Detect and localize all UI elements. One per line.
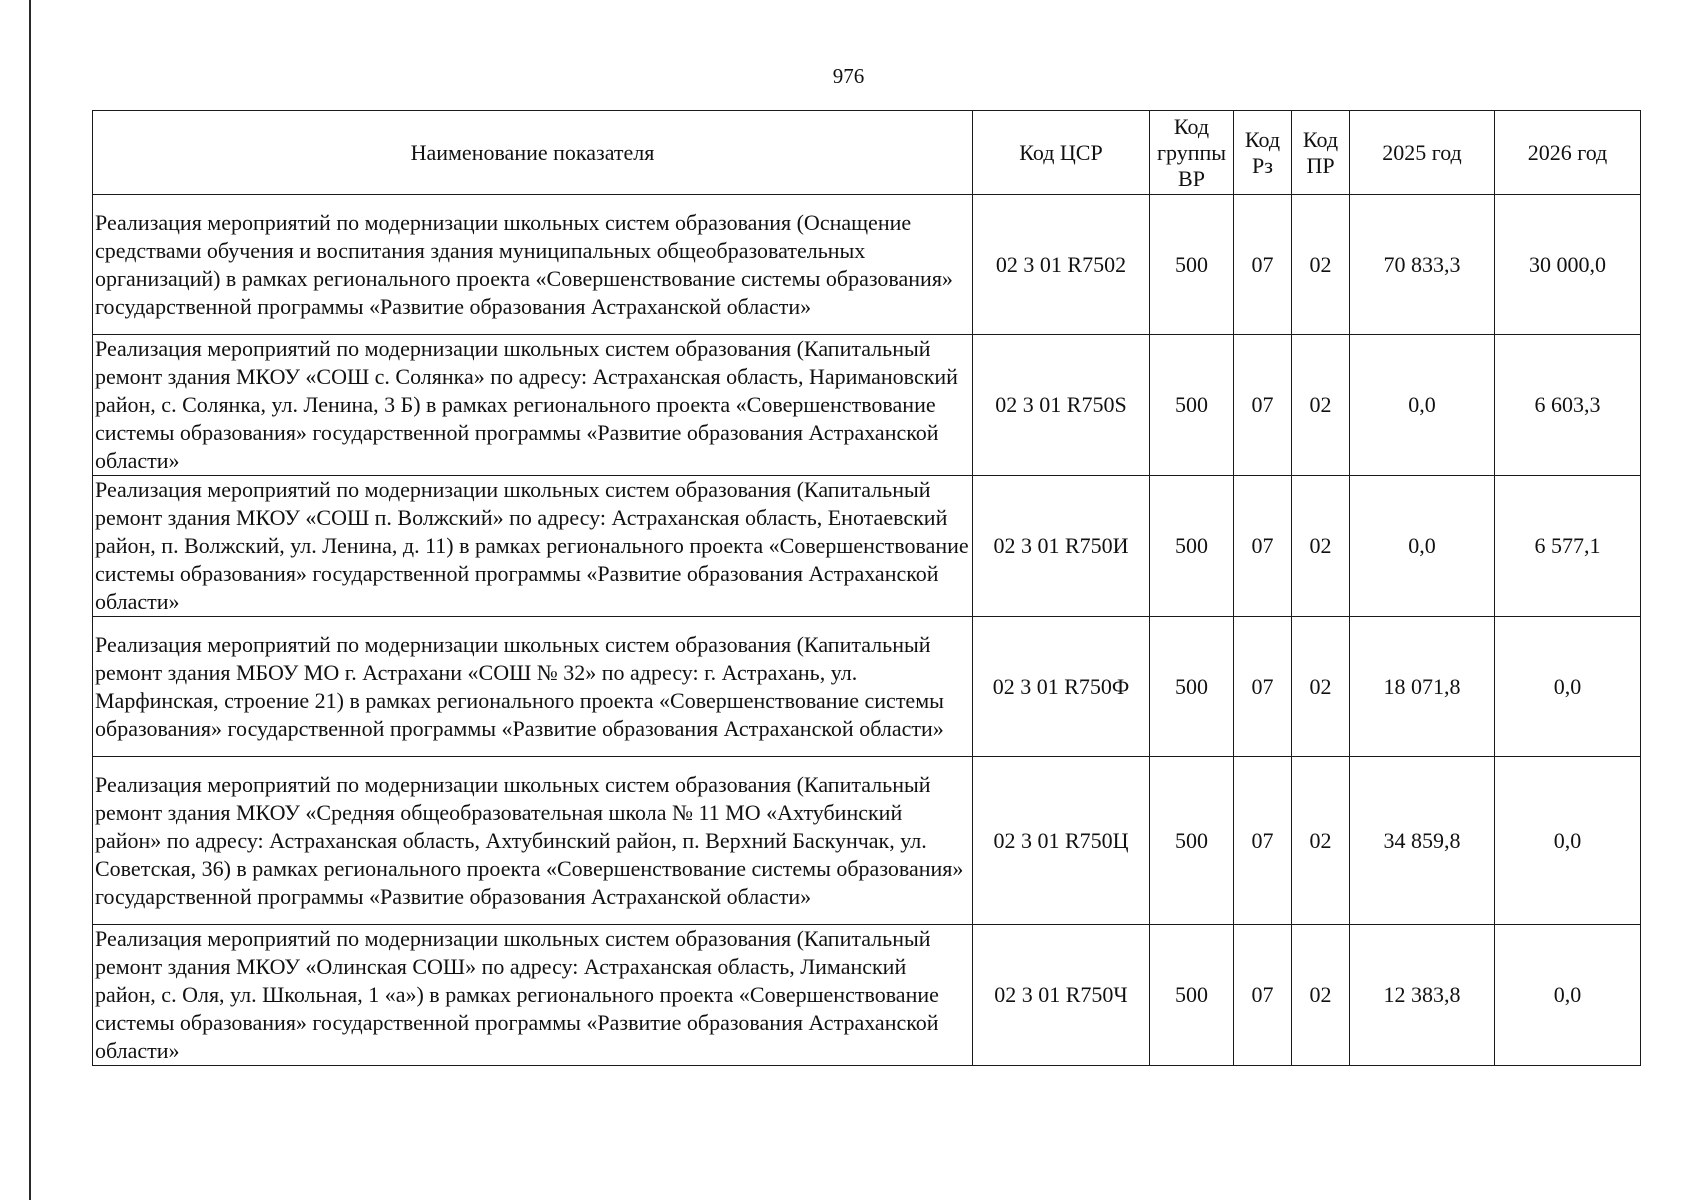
row-pr: 02 [1292,617,1350,757]
header-csr: Код ЦСР [973,111,1150,195]
table-row [93,335,1641,476]
row-csr: 02 3 01 R750Ч [973,925,1150,1066]
row-rz: 07 [1234,925,1292,1066]
row-vr: 500 [1150,195,1234,335]
row-2025: 70 833,3 [1350,195,1495,335]
row-2026: 0,0 [1495,617,1641,757]
page-number: 976 [832,64,865,88]
row-vr: 500 [1150,925,1234,1066]
row-pr: 02 [1292,476,1350,617]
table-row [93,195,1641,335]
row-rz: 07 [1234,757,1292,925]
row-name: Реализация мероприятий по модернизации школьных систем образования (Капитальный ремонт здания МКОУ «Средняя общеобразовательная школа № 11 МО «Ахтубинский район» по адресу: Астраханская область, Ахтубинский район, п. Верхний Баскунчак, ул. Советская, 36) в рамках регионального проекта «Совершенствование системы образования» государственной программы «Развитие образования Астраханской области» [93,757,973,925]
row-rz: 07 [1234,335,1292,476]
table-row [93,617,1641,757]
row-name: Реализация мероприятий по модернизации школьных систем образования (Капитальный ремонт здания МКОУ «Олинская СОШ» по адресу: Астраханская область, Лиманский район, с. Оля, ул. Школьная, 1 «а») в рамках регионального проекта «Совершенствование системы образования» государственной программы «Развитие образования Астраханской области» [93,925,973,1066]
row-2025: 0,0 [1350,476,1495,617]
row-rz: 07 [1234,617,1292,757]
row-csr: 02 3 01 R750И [973,476,1150,617]
row-name: Реализация мероприятий по модернизации школьных систем образования (Капитальный ремонт здания МБОУ МО г. Астрахани «СОШ № 32» по адресу: г. Астрахань, ул. Марфинская, строение 21) в рамках регионального проекта «Совершенствование системы образования» государственной программы «Развитие образования Астраханской области» [93,617,973,757]
row-2025: 34 859,8 [1350,757,1495,925]
row-2026: 0,0 [1495,925,1641,1066]
budget-table [92,110,1641,1066]
table-header-row [93,111,1641,195]
row-csr: 02 3 01 R7502 [973,195,1150,335]
table-row [93,476,1641,617]
row-rz: 07 [1234,195,1292,335]
row-vr: 500 [1150,617,1234,757]
row-rz: 07 [1234,476,1292,617]
row-name: Реализация мероприятий по модернизации школьных систем образования (Капитальный ремонт здания МКОУ «СОШ п. Волжский» по адресу: Астраханская область, Енотаевский район, п. Волжский, ул. Ленина, д. 11) в рамках регионального проекта «Совершенствование системы образования» государственной программы «Развитие образования Астраханской области» [93,476,973,617]
row-pr: 02 [1292,757,1350,925]
header-2025: 2025 год [1350,111,1495,195]
table-row [93,757,1641,925]
row-2025: 12 383,8 [1350,925,1495,1066]
header-pr: Код ПР [1292,111,1350,195]
row-name: Реализация мероприятий по модернизации школьных систем образования (Капитальный ремонт здания МКОУ «СОШ с. Солянка» по адресу: Астраханская область, Наримановский район, с. Солянка, ул. Ленина, 3 Б) в рамках регионального проекта «Совершенствование системы образования» государственной программы «Развитие образования Астраханской области» [93,335,973,476]
header-rz: Код Рз [1234,111,1292,195]
row-csr: 02 3 01 R750Ф [973,617,1150,757]
row-vr: 500 [1150,335,1234,476]
row-vr: 500 [1150,757,1234,925]
row-2026: 30 000,0 [1495,195,1641,335]
binding-margin-line [29,0,31,1200]
row-pr: 02 [1292,335,1350,476]
row-name: Реализация мероприятий по модернизации школьных систем образования (Оснащение средствами обучения и воспитания здания муниципальных общеобразовательных организаций) в рамках регионального проекта «Совершенствование системы образования» государственной программы «Развитие образования Астраханской области» [93,195,973,335]
row-2026: 6 603,3 [1495,335,1641,476]
table-row [93,925,1641,1066]
header-name: Наименование показателя [93,111,973,195]
row-pr: 02 [1292,195,1350,335]
row-vr: 500 [1150,476,1234,617]
row-2025: 18 071,8 [1350,617,1495,757]
row-csr: 02 3 01 R750S [973,335,1150,476]
row-2026: 0,0 [1495,757,1641,925]
row-2026: 6 577,1 [1495,476,1641,617]
row-pr: 02 [1292,925,1350,1066]
header-2026: 2026 год [1495,111,1641,195]
row-csr: 02 3 01 R750Ц [973,757,1150,925]
header-vr: Код группы ВР [1150,111,1234,195]
row-2025: 0,0 [1350,335,1495,476]
